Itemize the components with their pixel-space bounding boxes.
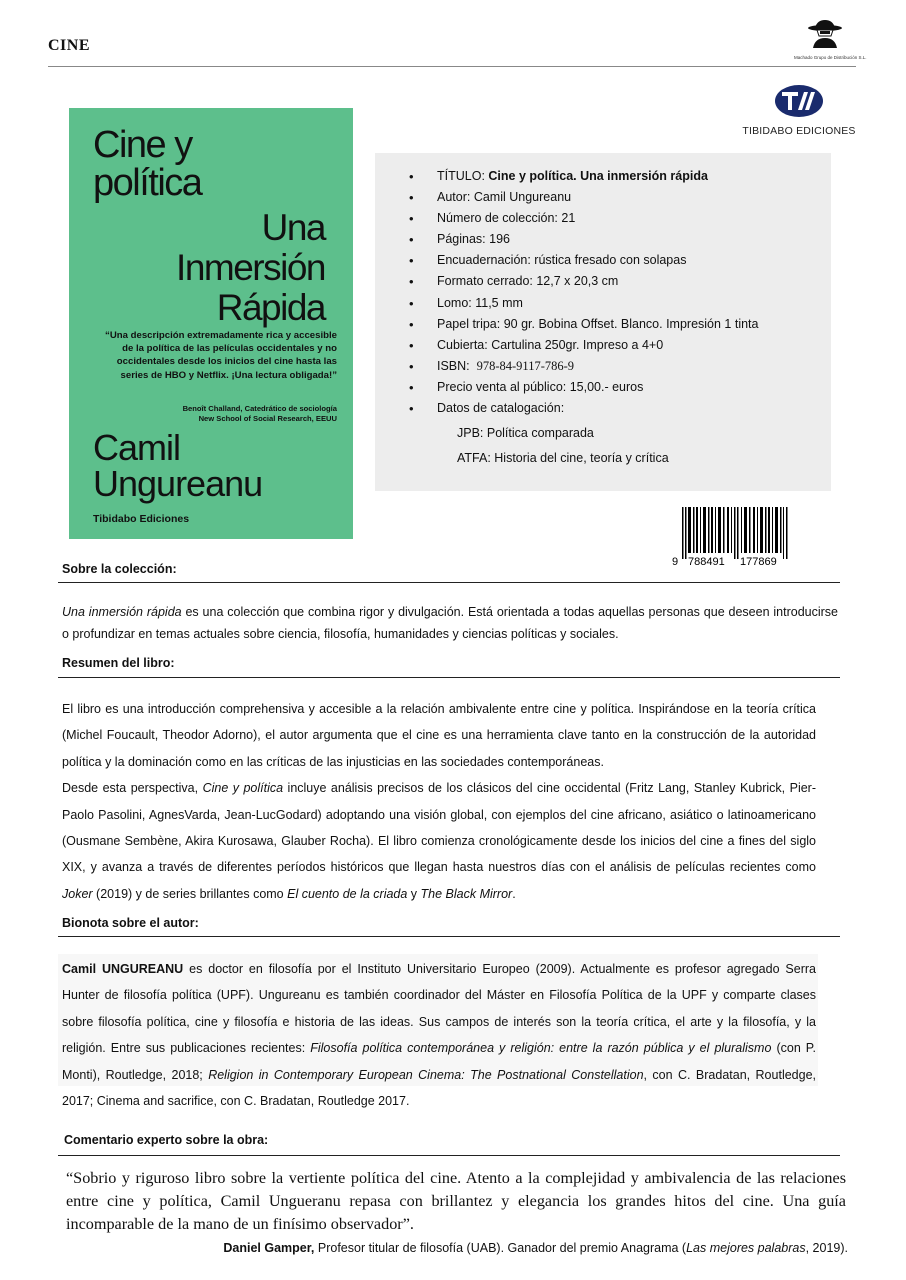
bio-text: Camil UNGUREANU es doctor en filosofía por el Instituto Universitario Europeo (2009). Actualmente es profesor agregado Serra Hunter de filosofía política (UPF). Ungureanu es también coordinador del Máster en Filosofía Política de la UPF y comparte clases sobre filosofía política, cine y filosofía e historia de las ideas. Sus campos de interés son la teoría crítica, el arte y la filosofía, y la religión. Entre sus publicaciones recientes: Filosofía política contemporánea y religión: entre la razón pública y el pluralismo (con P. Monti), Routledge, 2018; Religion in Contemporary European Cinema: The Postnational Constellation, con C. Bradatan, Routledge, 2017; Cinema and sacrifice, con C. Bradatan, Routledge 2017. bbox=[62, 962, 817, 1109]
cover-publisher: Tibidabo Ediciones bbox=[93, 513, 190, 525]
expert-quote: “Sobrio y riguroso libro sobre la vertiente política del cine. Atento a la complejidad y ambivalencia de las relaciones entre cine y política, Camil Ungueranu repasa con brillantez y elegancia los grandes hitos del cine. Una guía incomparable de la mano de un finísimo observador”. bbox=[66, 1169, 846, 1233]
info-price: • Precio venta al público: 15,00.- euros bbox=[409, 377, 758, 398]
catalog-atfa: ATFA: Historia del cine, teoría y crítica bbox=[457, 451, 669, 465]
summary-heading: Resumen del libro: bbox=[62, 656, 175, 670]
hat-figure-icon bbox=[805, 18, 845, 50]
expert-divider bbox=[58, 1155, 840, 1156]
tibidabo-emblem-icon bbox=[774, 84, 824, 118]
cover-blurb-author: Benoît Challand, Catedrático de sociología New School of Social Research, EEUU bbox=[182, 404, 337, 423]
info-catalog-label: • Datos de catalogación: bbox=[409, 398, 758, 419]
distributor-logo bbox=[794, 18, 867, 64]
tibidabo-logo bbox=[742, 84, 856, 137]
expert-heading: Comentario experto sobre la obra: bbox=[64, 1133, 269, 1147]
cover-subtitle: Una Inmersión Rápida bbox=[176, 207, 325, 328]
summary-text bbox=[62, 696, 816, 907]
info-cover-spec: • Cubierta: Cartulina 250gr. Impreso a 4+0 bbox=[409, 335, 758, 356]
cover-blurb: “Una descripción extremadamente rica y accesible de la política de las películas occidentales y no occidentales desde los inicios del cine hasta las series de HBO y Netflix. ¡Una lectura obligada!” bbox=[105, 330, 337, 381]
barcode-digits-right: 177869 bbox=[740, 556, 777, 567]
info-format: • Formato cerrado: 12,7 x 20,3 cm bbox=[409, 271, 758, 292]
distributor-caption: Machado Grupo de Distribución S.L. bbox=[794, 55, 867, 60]
barcode-digits-left: 788491 bbox=[688, 556, 725, 567]
tibidabo-logo-text: TIBIDABO EDICIONES bbox=[742, 125, 856, 137]
catalog-jpb: JPB: Política comparada bbox=[457, 426, 594, 440]
summary-paragraph-2: Desde esta perspectiva, Cine y política incluye análisis precisos de los clásicos del cine occidental (Fritz Lang, Stanley Kubrick, Pier-Paolo Pasolini, AgnesVarda, Jean-LucGodard) adoptando una visión global, con ejemplos del cine africano, asiático o latinoamericano (Ousmane Sembène, Akira Kurosawa, Glauber Rocha). El libro comienza cronológicamente desde los inicios del cine a fines del siglo XIX, y avanza a través de diferentes períodos históricos que llegan hasta nuestros días con el análisis de películas recientes como Joker (2019) y de series brillantes como El cuento de la criada y The Black Mirror. bbox=[62, 781, 817, 901]
cover-title: Cine y política bbox=[93, 124, 202, 204]
info-paper: • Papel tripa: 90 gr. Bobina Offset. Blanco. Impresión 1 tinta bbox=[409, 314, 758, 335]
cover-author: Camil Ungureanu bbox=[93, 427, 263, 504]
summary-divider bbox=[58, 677, 840, 678]
book-info-list bbox=[409, 166, 758, 419]
isbn-barcode bbox=[670, 505, 800, 567]
barcode-digit-first: 9 bbox=[672, 556, 679, 567]
bio-divider bbox=[58, 936, 840, 937]
info-title: • TÍTULO: Cine y política. Una inmersión rápida bbox=[409, 166, 758, 187]
expert-signature: Daniel Gamper, Profesor titular de filosofía (UAB). Ganador del premio Anagrama (Las mejores palabras, 2019). bbox=[223, 1241, 848, 1255]
collection-divider bbox=[58, 582, 840, 583]
section-title: CINE bbox=[48, 37, 91, 54]
info-author: • Autor: Camil Ungureanu bbox=[409, 187, 758, 208]
info-pages: • Páginas: 196 bbox=[409, 229, 758, 250]
collection-text: Una inmersión rápida es una colección que combina rigor y divulgación. Está orientada a todas aquellas personas que deseen introducirse o profundizar en temas actuales sobre ciencia, filosofía, humanidades y ciencias políticas y sociales. bbox=[62, 605, 839, 641]
bio-heading: Bionota sobre el autor: bbox=[62, 916, 199, 930]
info-isbn: • ISBN: 978-84-9117-786-9 bbox=[409, 356, 758, 377]
collection-heading: Sobre la colección: bbox=[62, 562, 177, 576]
header-divider bbox=[48, 66, 856, 67]
book-cover bbox=[69, 108, 353, 539]
book-info-box bbox=[375, 153, 831, 491]
barcode-bars bbox=[682, 507, 788, 559]
info-binding: • Encuadernación: rústica fresado con solapas bbox=[409, 250, 758, 271]
summary-paragraph-1: El libro es una introducción comprehensiva y accesible a la relación ambivalente entre cine y política. Inspirándose en la teoría crítica (Michel Foucault, Theodor Adorno), el autor argumenta que el cine es una herramienta clave tanto en la construcción de la autoridad política y la dominación como en las críticas de las injusticias en las sociedades contemporáneas. bbox=[62, 702, 816, 769]
info-collection-number: • Número de colección: 21 bbox=[409, 208, 758, 229]
info-spine: • Lomo: 11,5 mm bbox=[409, 293, 758, 314]
